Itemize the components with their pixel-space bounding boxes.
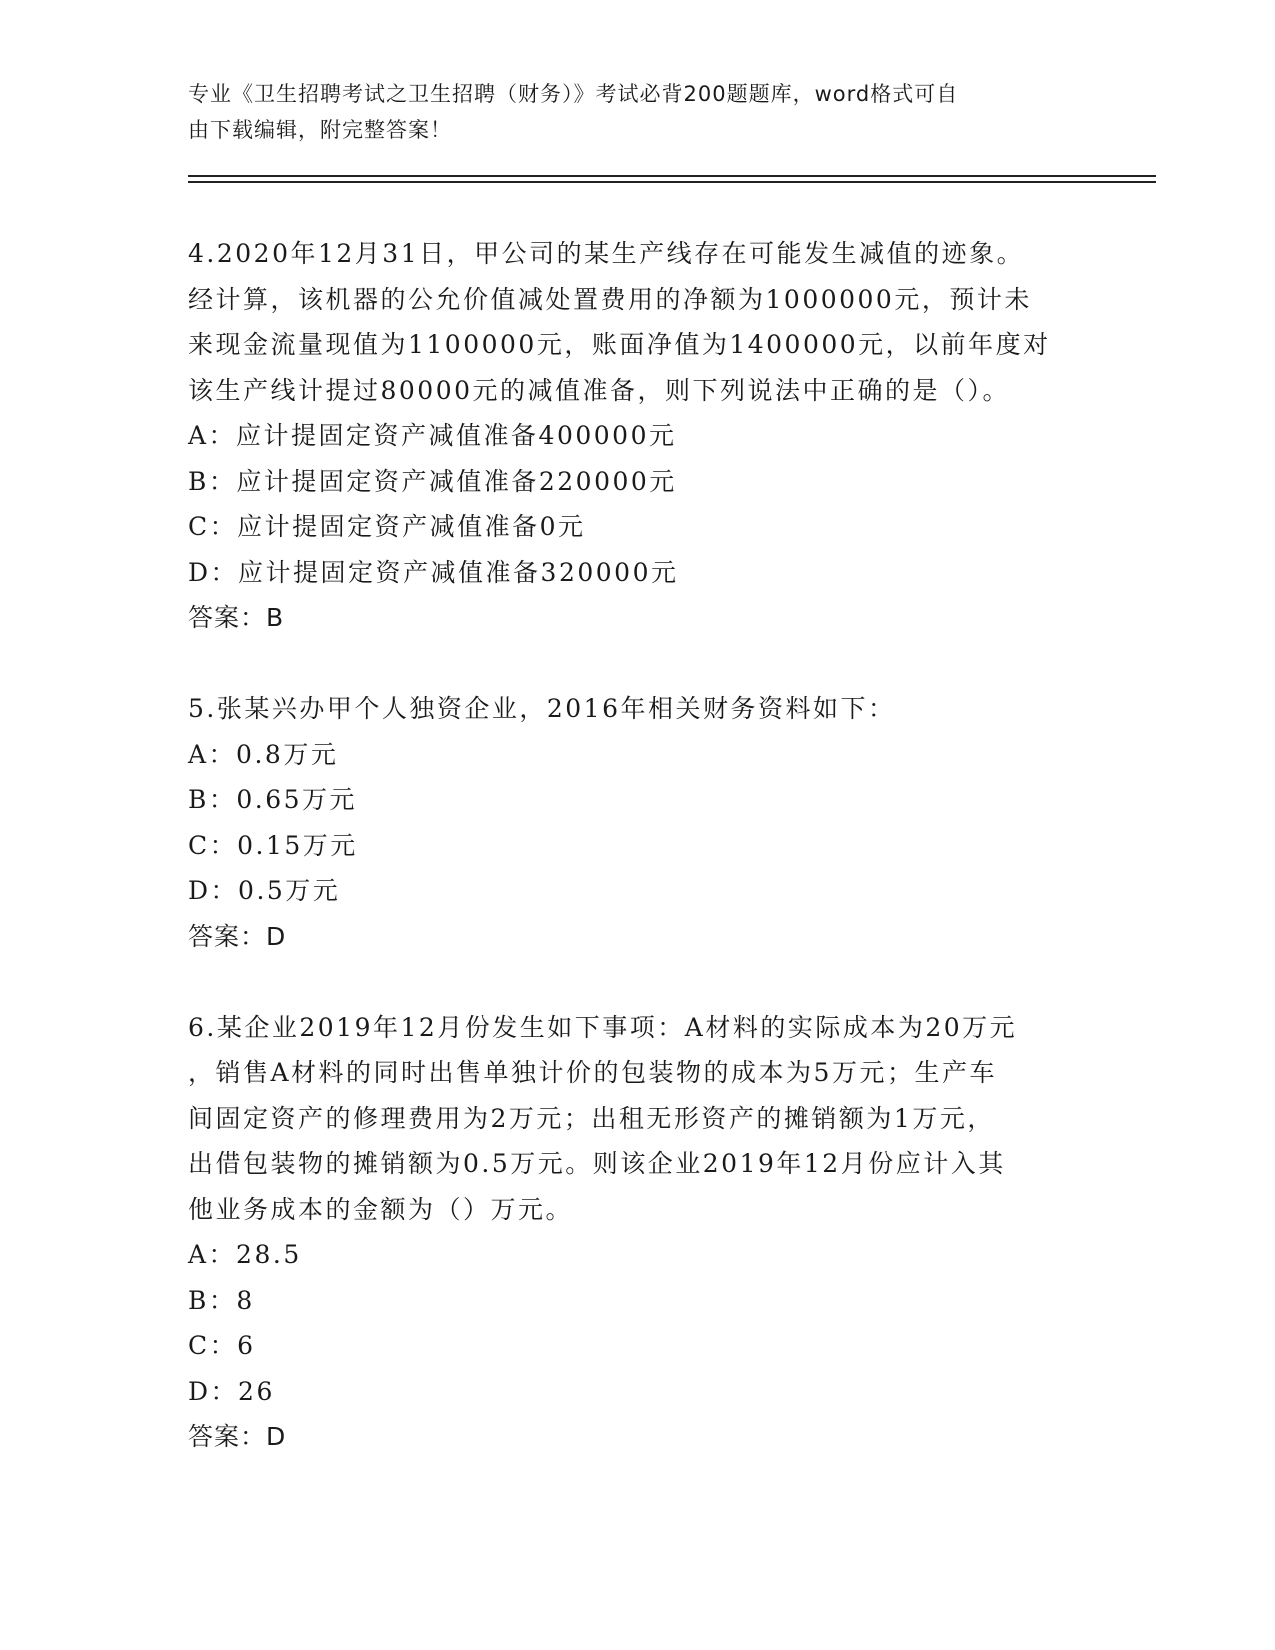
question-stem (188, 1005, 1088, 1233)
question-stem (188, 231, 1088, 413)
option-a: A：应计提固定资产减值准备400000元 (188, 421, 677, 450)
stem-line: ，销售A材料的同时出售单独计价的包装物的成本为5万元；生产车 (188, 1058, 997, 1087)
option-a: A：28.5 (188, 1240, 302, 1269)
option-b: B：应计提固定资产减值准备220000元 (188, 466, 677, 496)
question-5 (188, 686, 1088, 959)
option-b: B：0.65万元 (188, 785, 358, 814)
header-divider-top (188, 175, 1156, 177)
stem-line: 5.张某兴办甲个人独资企业，2016年相关财务资料如下： (188, 694, 896, 723)
option-d: D：26 (188, 1376, 275, 1406)
option-c: C：6 (188, 1331, 256, 1360)
stem-line: 他业务成本的金额为（）万元。 (188, 1194, 574, 1224)
option-a: A：0.8万元 (188, 739, 339, 769)
answer-text: 答案：D (188, 1422, 287, 1451)
stem-line: 经计算，该机器的公允价值减处置费用的净额为1000000元，预计未 (188, 284, 1032, 314)
stem-line: 4.2020年12月31日，甲公司的某生产线存在可能发生减值的迹象。 (188, 239, 1025, 268)
option-c: C：应计提固定资产减值准备0元 (188, 512, 586, 541)
option-d: D：应计提固定资产减值准备320000元 (188, 557, 679, 587)
answer-text: 答案：D (188, 921, 287, 951)
stem-line: 间固定资产的修理费用为2万元；出租无形资产的摊销额为1万元， (188, 1103, 995, 1133)
question-list (188, 231, 1088, 1505)
question-6 (188, 1005, 1088, 1460)
question-stem (188, 686, 1088, 732)
stem-line: 该生产线计提过80000元的减值准备，则下列说法中正确的是（）。 (188, 375, 1011, 405)
header-line-2: 由下载编辑，附完整答案！ (188, 118, 452, 142)
stem-line: 出借包装物的摊销额为0.5万元。则该企业2019年12月份应计入其 (188, 1149, 1006, 1178)
question-4 (188, 231, 1088, 641)
answer-text: 答案：B (188, 603, 285, 632)
document-header (188, 76, 1068, 148)
stem-line: 6.某企业2019年12月份发生如下事项：A材料的实际成本为20万元 (188, 1012, 1018, 1042)
option-d: D：0.5万元 (188, 876, 341, 905)
option-c: C：0.15万元 (188, 830, 358, 860)
header-divider-bottom (188, 181, 1156, 183)
header-line-1: 专业《卫生招聘考试之卫生招聘（财务）》考试必背200题题库，word格式可自 (188, 82, 959, 106)
option-b: B：8 (188, 1285, 255, 1315)
stem-line: 来现金流量现值为1100000元，账面净值为1400000元，以前年度对 (188, 330, 1051, 359)
